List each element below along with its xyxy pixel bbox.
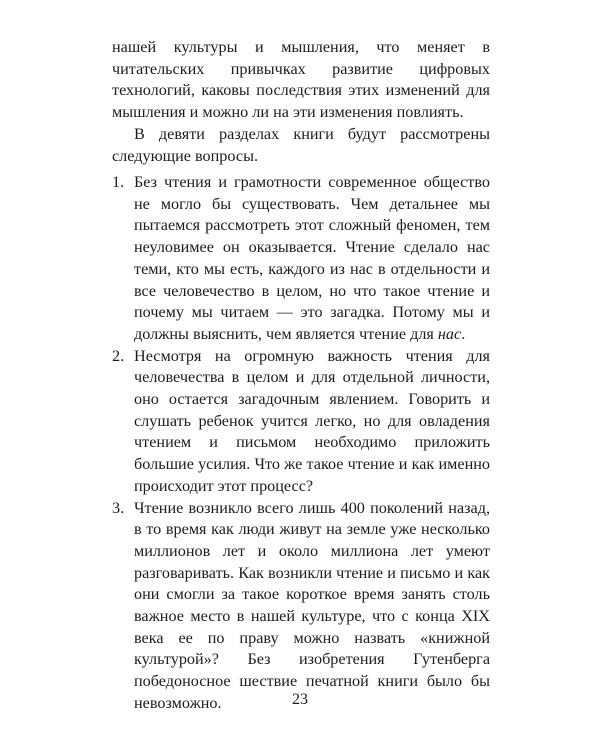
list-item-number: 2.: [112, 346, 125, 365]
list-item-emphasis: нас: [437, 324, 462, 343]
question-list: [112, 172, 490, 715]
list-item-text: Чтение возникло всего лишь 400 поколений назад, в то время как люди живут на земле уже несколько миллионов лет и около миллиона лет умеют разговаривать. Как возникли чтение и письмо и как они смогли за такое короткое время занять столь важное место в нашей культуре, что с конца XIX века ее по праву можно назвать «книжной культурой»? Без изобретения Гутенберга победоносное шествие печатной книги было бы невозможно.: [134, 498, 490, 712]
intro-section: [112, 37, 490, 167]
list-item: [112, 346, 490, 498]
intro-paragraph-continued: нашей культуры и мышления, что меняет в читательских привычках развитие цифровых технологий, каковы последствия этих изменений для мышления и можно ли на эти изменения повлиять.: [112, 38, 490, 122]
list-item-text-end: .: [461, 324, 466, 343]
list-item-text: Несмотря на огромную важность чтения для человечества в целом и для отдельной личности, оно остается загадочным явлением. Говорить и слушать ребенок учится легко, но для овладения чтением и письмом необходимо приложить большие усилия. Что же такое чтение и как именно происходит этот процесс?: [134, 346, 490, 495]
list-item-text-main: Без чтения и грамотности современное общество не могло бы существовать. Чем детальнее мы пытаемся рассмотреть этот сложный феномен, тем неуловимее он оказывается. Чтение сделало нас теми, кто мы есть, каждого из нас в отдельности и все человечество в целом, но что такое чтение и почему мы читаем — это загадка. Потому мы и должны выяснить, чем является чтение для: [134, 173, 490, 343]
list-item-number: 1.: [112, 173, 125, 191]
list-item-text: [134, 172, 490, 346]
page-number: 23: [292, 691, 308, 708]
list-item: [112, 498, 490, 715]
list-item: [112, 172, 490, 346]
intro-paragraph-sections: В девяти разделах книги будут рассмотрены следующие вопросы.: [112, 124, 490, 165]
list-item-number: 3.: [112, 498, 125, 517]
